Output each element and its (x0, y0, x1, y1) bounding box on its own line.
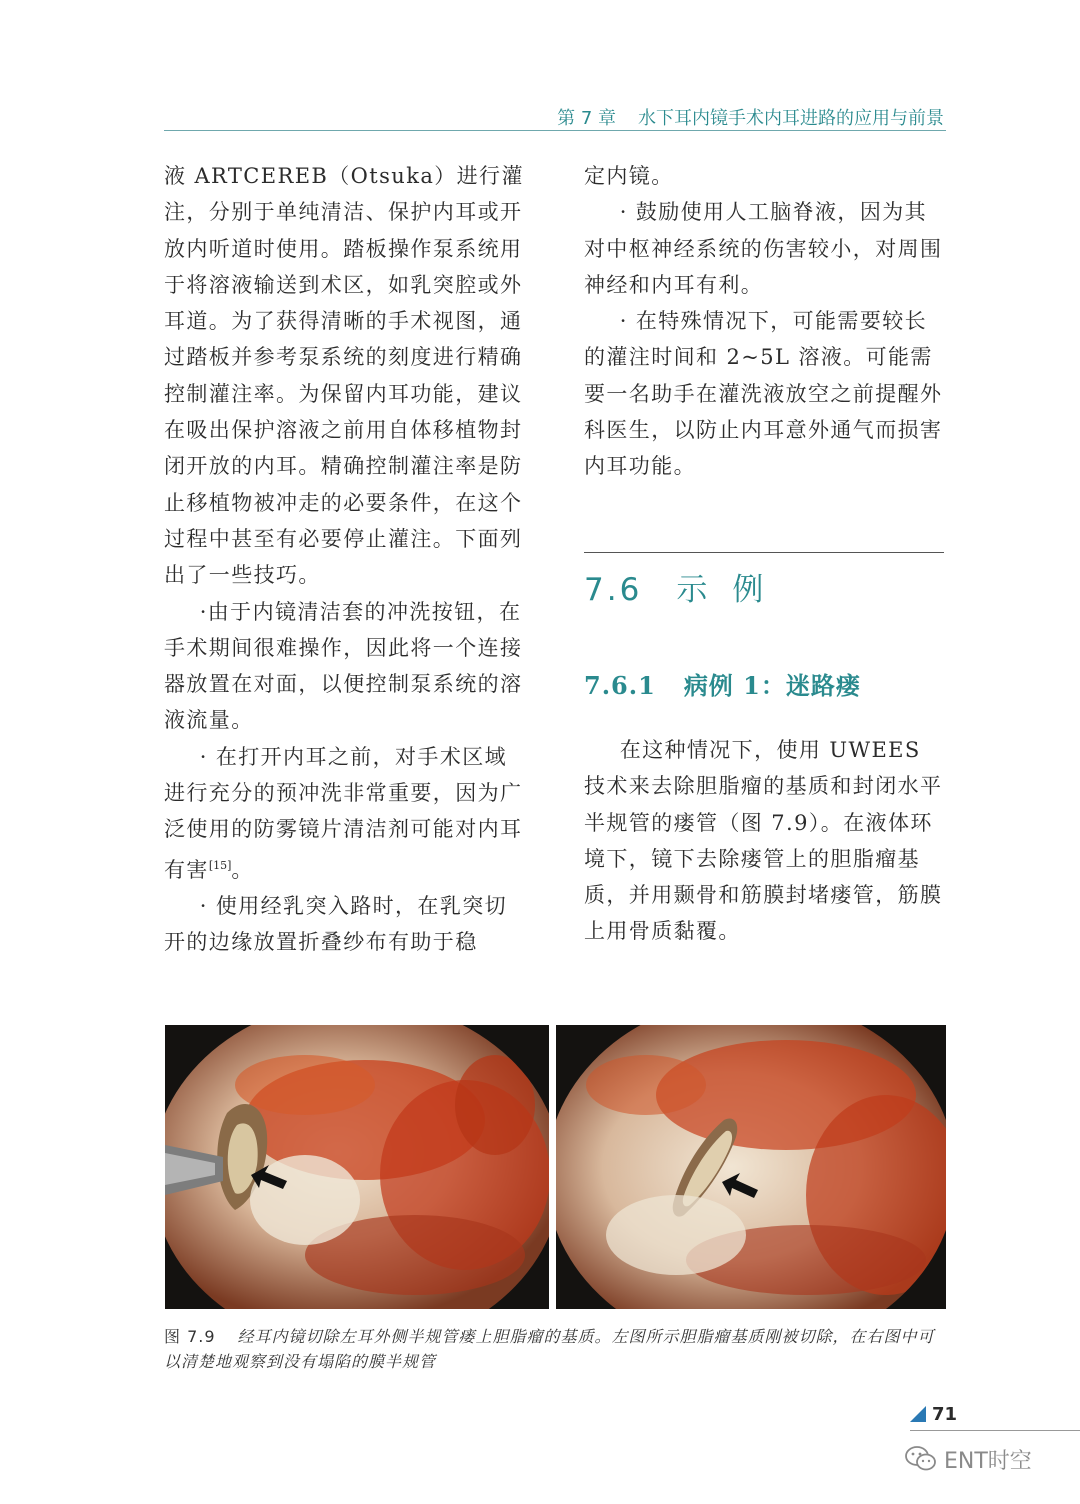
watermark-text: ENT时空 (944, 1448, 1032, 1474)
header-title: 水下耳内镜手术内耳进路的应用与前景 (638, 108, 944, 129)
header-rule (164, 130, 946, 131)
figure-label: 图 7.9 (164, 1327, 216, 1346)
watermark (904, 1443, 1032, 1475)
left-tip-1: ·由于内镜清洁套的冲洗按钮，在手术期间很难操作，因此将一个连接器放置在对面，以便控制泵系统的溶液流量。 (164, 599, 523, 733)
citation-ref: [15] (208, 858, 232, 872)
subsection-title: 病例 1：迷路瘘 (683, 671, 861, 700)
left-tip-2 (164, 739, 528, 888)
section-title-a: 示 (676, 572, 711, 608)
footer-rule (910, 1430, 1080, 1431)
running-header (164, 104, 944, 128)
endoscopic-image-right (556, 1025, 946, 1309)
right-column-body (584, 732, 946, 950)
page-triangle-icon (910, 1406, 926, 1422)
figure-caption-text: 经耳内镜切除左耳外侧半规管瘘上胆脂瘤的基质。左图所示胆脂瘤基质刚被切除，在右图中可以清楚地观察到没有塌陷的膜半规管 (164, 1327, 935, 1371)
left-paragraph-1: 液 ARTCEREB（Otsuka）进行灌注，分别于单纯清洁、保护内耳或开放内听道时使用。踏板操作泵系统用于将溶液输送到术区，如乳突腔或外耳道。为了获得清晰的手术视图，通过踏板并参考泵系统的刻度进行精确控制灌注率。为保留内耳功能，建议在吸出保护溶液之前用自体移植物封闭开放的内耳。精确控制灌注率是防止移植物被冲走的必要条件，在这个过程中甚至有必要停止灌注。下面列出了一些技巧。 (164, 164, 524, 588)
citation-tail: 。 (231, 857, 254, 882)
section-number: 7.6 (584, 572, 643, 608)
subsection-heading (584, 666, 861, 700)
header-chapter: 第 7 章 (557, 108, 616, 129)
figure-image-right (556, 1025, 946, 1309)
figure-image-left (165, 1025, 549, 1309)
subsection-number: 7.6.1 (584, 671, 656, 700)
section-rule (584, 552, 944, 553)
left-column (164, 158, 528, 961)
endoscopic-image-left (165, 1025, 549, 1309)
right-continuation: 定内镜。 (584, 164, 674, 188)
right-column-top (584, 158, 946, 485)
wechat-icon (904, 1445, 938, 1473)
left-tip-3: · 使用经乳突入路时，在乳突切开的边缘放置折叠纱布有助于稳 (164, 893, 508, 955)
figure-caption (164, 1324, 948, 1374)
page-number (910, 1404, 970, 1428)
left-tip-2-text: · 在打开内耳之前，对手术区域进行充分的预冲洗非常重要，因为广泛使用的防雾镜片清洁剂可能对内耳有害 (164, 744, 523, 882)
right-tip-1: · 鼓励使用人工脑脊液，因为其对中枢神经系统的伤害较小，对周围神经和内耳有利。 (584, 200, 943, 297)
case-paragraph: 在这种情况下，使用 UWEES 技术来去除胆脂瘤的基质和封闭水平半规管的瘘管（图 7.9）。在液体环境下，镜下去除瘘管上的胆脂瘤基质，并用颞骨和筋膜封堵瘘管，筋膜上用骨质黏覆。 (584, 738, 943, 944)
page-number-text: 71 (932, 1404, 958, 1425)
right-tip-2: · 在特殊情况下，可能需要较长的灌注时间和 2~5L 溶液。可能需要一名助手在灌洗液放空之前提醒外科医生，以防止内耳意外通气而损害内耳功能。 (584, 309, 943, 479)
section-heading (584, 564, 766, 608)
section-title-b: 例 (732, 572, 767, 608)
